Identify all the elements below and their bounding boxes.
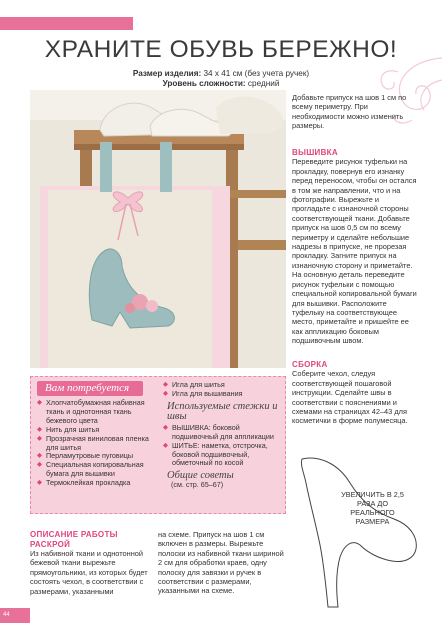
embroidery-heading: ВЫШИВКА [292,148,338,157]
materials-list-right [163,381,281,399]
list-item: ◆ Перламутровые пуговицы [37,452,161,461]
page-title: ХРАНИТЕ ОБУВЬ БЕРЕЖНО! [44,36,398,63]
intro-paragraph: Добавьте припуск на шов 1 см по всему периметру. При необходимости можно изменить размеры. [292,93,407,131]
materials-right-column [163,381,281,490]
list-item: ◆ Хлопчатобумажная набивная ткань и однотонная ткань бежевого цвета [37,399,161,426]
level-value: средний [247,79,280,88]
embroidery-section [292,148,417,346]
page-number: 44 [0,608,30,623]
shoe-template-outline [298,453,420,611]
assembly-heading: СБОРКА [292,360,328,369]
scale-note: УВЕЛИЧИТЬ В 2,5 РАЗА ДО РЕАЛЬНОГО РАЗМЕРА [341,490,404,526]
list-item: ◆ Термоклейкая прокладка [37,479,161,488]
work-text-1: Из набивной ткани и однотонной бежевой ткани вырежьте прямоугольники, из которых будет состоять чехол, в соответствии с размерами, указанными [30,549,148,596]
size-label: Размер изделия: [132,69,202,78]
tips-heading: Общие советы [167,470,234,482]
list-item: ◆ ВЫШИВКА: боковой подшивочный для аппликации [163,424,281,442]
tips-reference: (см. стр. 65–67) [171,480,224,490]
top-accent-bar [0,17,133,30]
materials-box [30,376,286,514]
assembly-text: Соберите чехол, следуя соответствующей пошаговой инструкции. Сделайте швы в соответствии с пояснениями и схемами на страницах 42–43 для косметички в форме полумесяца. [292,369,408,426]
work-text-continued [158,530,284,596]
size-value: 34 х 41 см (без учета ручек) [203,69,310,78]
list-item: ◆ Специальная копировальная бумага для вышивки [37,461,161,479]
materials-list-left [37,399,161,488]
list-item: ◆ ШИТЬЕ: наметка, отстрочка, боковой подшивочный, обметочный по косой [163,442,281,469]
materials-heading-badge [37,381,143,396]
stitches-heading: Используемые стежки и швы [167,400,278,422]
list-item: ◆ Игла для шитья [163,381,281,390]
stitches-list [163,424,281,469]
work-section [30,530,150,596]
shoe-bag-illustration [30,90,286,368]
product-photo [30,90,286,368]
work-heading: ОПИСАНИЕ РАБОТЫ РАСКРОЙ [30,530,118,549]
list-item: ◆ Прозрачная виниловая пленка для шитья [37,435,161,453]
materials-heading: Вам потребуется [45,382,130,394]
list-item: ◆ Игла для вышивания [163,390,281,399]
level-label: Уровень сложности: [162,79,246,88]
work-text-2: на схеме. Припуск на шов 1 см включен в размеры. Вырежьте полоски из набивной ткани шириной 2 см для обработки краев, одну полоску для завязки и ручек в соответствии с размерами, указанными на схеме. [158,530,284,596]
list-item: ◆ Нить для шитья [37,426,161,435]
assembly-section [292,360,417,426]
materials-left-column [37,381,161,488]
intro-text [292,93,417,131]
embroidery-text: Переведите рисунок туфельки на прокладку, повернув его изнанку перед переносом, чтобы он остался в том же направлении, что и на фотографии. Вырежьте и прогладьте с изнаночной стороны соответствующей ткани. Добавьте припуск на шов 0,5 см по всему периметру и сделайте небольшие надрезы в припуске, не прорезая прокладку. Загните припуск на изнаночную сторону и приметайте. На основную деталь переведите рисунок туфельки с помощью специальной копировальной бумаги для вышивки. Расположите туфельку на соответствующее место, приметайте и пришейте ее как аппликацию боковым подшивочным швом. [292,157,417,346]
